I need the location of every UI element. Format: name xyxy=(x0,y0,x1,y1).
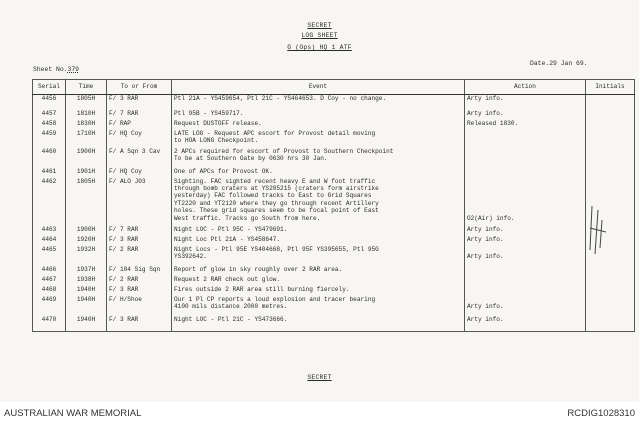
to-from-cell: F/ 7 RAR xyxy=(107,226,172,236)
event-cell: Report of glow in sky roughly over 2 RAR area. xyxy=(172,266,465,276)
time-cell: 1940H xyxy=(66,316,107,332)
col-to-from: To or From xyxy=(107,80,172,95)
action-cell xyxy=(465,286,586,296)
unit-line: G (Ops) HQ 1 ATF xyxy=(287,44,352,51)
action-cell: Arty info. xyxy=(465,110,586,120)
action-cell: Arty info. xyxy=(465,226,586,236)
table-row xyxy=(33,178,635,226)
serial-cell: 4465 xyxy=(33,246,66,266)
archive-reference: RCDIG1028310 xyxy=(567,408,635,419)
time-cell: 1932H xyxy=(66,246,107,266)
action-cell: Arty info. xyxy=(465,95,586,110)
initials-cell xyxy=(586,266,635,276)
log-sheet-title: LOG SHEET xyxy=(301,32,338,39)
serial-cell: 4456 xyxy=(33,95,66,110)
to-from-cell: F/ HQ Coy xyxy=(107,168,172,178)
to-from-cell: F/ 3 RAR xyxy=(107,316,172,332)
table-row xyxy=(33,236,635,246)
date-value: 29 Jan 69. xyxy=(549,60,588,67)
action-cell xyxy=(465,168,586,178)
to-from-cell: F/ 3 RAR xyxy=(107,236,172,246)
initials-cell xyxy=(586,130,635,148)
table-row xyxy=(33,168,635,178)
to-from-cell: F/ H/Shoe xyxy=(107,296,172,316)
table-row xyxy=(33,110,635,120)
serial-cell: 4470 xyxy=(33,316,66,332)
time-cell: 1830H xyxy=(66,120,107,130)
table-row xyxy=(33,246,635,266)
time-cell: 1805H xyxy=(66,95,107,110)
to-from-cell: F/ HQ Coy xyxy=(107,130,172,148)
event-cell: LATE LOG - Request APC escort for Provost detail moving to HOA LONG Checkpoint. xyxy=(172,130,465,148)
serial-cell: 4469 xyxy=(33,296,66,316)
time-cell: 1940H xyxy=(66,286,107,296)
event-cell: Night LOC - Ptl 95C - YS479691. xyxy=(172,226,465,236)
serial-cell: 4461 xyxy=(33,168,66,178)
date-label: Date. xyxy=(530,60,550,67)
classification-bottom: SECRET xyxy=(307,374,332,381)
table-row xyxy=(33,316,635,332)
serial-cell: 4468 xyxy=(33,286,66,296)
initials-cell xyxy=(586,110,635,120)
time-cell: 1937H xyxy=(66,266,107,276)
classification-top: SECRET xyxy=(307,22,332,29)
table-row xyxy=(33,120,635,130)
time-cell: 1900H xyxy=(66,226,107,236)
to-from-cell: F/ 2 RAR xyxy=(107,276,172,286)
col-event: Event xyxy=(172,80,465,95)
action-cell: G2(Air) info. xyxy=(465,178,586,226)
event-cell: Sighting. FAC sighted recent heavy E and W foot traffic through bomb craters at YS205215 (craters form airstrike yesterday) FAC followed tracks to East to Grid Squares YT2220 and YT2120 where they go through recent Artillery holes. These grid squares seem to be focal point of East West traffic. Tracks go South from here. xyxy=(172,178,465,226)
sheet-no-value: 379 xyxy=(67,66,80,73)
table-row xyxy=(33,148,635,168)
initials-cell xyxy=(586,120,635,130)
serial-cell: 4460 xyxy=(33,148,66,168)
initials-cell xyxy=(586,276,635,286)
initials-cell xyxy=(586,168,635,178)
initials-cell xyxy=(586,95,635,110)
action-cell: Arty info. xyxy=(465,236,586,246)
serial-cell: 4467 xyxy=(33,276,66,286)
table-row xyxy=(33,95,635,110)
to-from-cell: F/ ALO J03 xyxy=(107,178,172,226)
action-cell: Arty info. xyxy=(465,246,586,266)
serial-cell: 4458 xyxy=(33,120,66,130)
event-cell: Ptl 95B - YS459717. xyxy=(172,110,465,120)
initials-cell xyxy=(586,316,635,332)
time-cell: 1710H xyxy=(66,130,107,148)
time-cell: 1938H xyxy=(66,276,107,286)
time-cell: 1940H xyxy=(66,296,107,316)
serial-cell: 4457 xyxy=(33,110,66,120)
serial-cell: 4459 xyxy=(33,130,66,148)
action-cell xyxy=(465,130,586,148)
to-from-cell: F/ 2 RAR xyxy=(107,246,172,266)
log-table xyxy=(32,79,635,332)
initials-cell xyxy=(586,286,635,296)
serial-cell: 4464 xyxy=(33,236,66,246)
event-cell: One of APCs for Provost OK. xyxy=(172,168,465,178)
serial-cell: 4463 xyxy=(33,226,66,236)
event-cell: Fires outside 2 RAR area still burning fiercely. xyxy=(172,286,465,296)
to-from-cell: F/ 3 RAR xyxy=(107,286,172,296)
action-cell xyxy=(465,276,586,286)
event-cell: Night Locs - Ptl 95E YS404668, Ptl 95F YS395655, Ptl 95G YS392642. xyxy=(172,246,465,266)
to-from-cell: F/ 104 Sig Sqn xyxy=(107,266,172,276)
event-cell: 2 APCs required for escort of Provost to Southern Checkpoint To be at Southern Gate by 0630 hrs 30 Jan. xyxy=(172,148,465,168)
table-row xyxy=(33,226,635,236)
table-row xyxy=(33,286,635,296)
time-cell: 1920H xyxy=(66,236,107,246)
col-serial: Serial xyxy=(33,80,66,95)
event-cell: Night LOC - Ptl 21C - YS473666. xyxy=(172,316,465,332)
handwritten-mark xyxy=(584,200,614,260)
action-cell: Released 1830. xyxy=(465,120,586,130)
event-cell: Our 1 Pl CP reports a loud explosion and tracer bearing 4100 mils distance 2000 metres. xyxy=(172,296,465,316)
col-time: Time xyxy=(66,80,107,95)
sheet-number xyxy=(33,66,79,73)
action-cell: Arty info. xyxy=(465,316,586,332)
time-cell: 1810H xyxy=(66,110,107,120)
archive-name: AUSTRALIAN WAR MEMORIAL xyxy=(4,408,142,419)
time-cell: 1900H xyxy=(66,148,107,168)
event-cell: Ptl 21A - YS459654, Ptl 21C - YS464653. D Coy - no change. xyxy=(172,95,465,110)
table-row xyxy=(33,296,635,316)
table-row xyxy=(33,130,635,148)
event-cell: Request DUSTOFF release. xyxy=(172,120,465,130)
to-from-cell: F/ 3 RAR xyxy=(107,95,172,110)
action-cell xyxy=(465,266,586,276)
sheet-no-label: Sheet No. xyxy=(33,66,68,73)
event-cell: Request 2 RAR check out glow. xyxy=(172,276,465,286)
to-from-cell: F/ A Sqn 3 Cav xyxy=(107,148,172,168)
serial-cell: 4466 xyxy=(33,266,66,276)
header-row xyxy=(33,80,635,95)
action-cell xyxy=(465,148,586,168)
archive-footer xyxy=(0,404,639,422)
initials-cell xyxy=(586,148,635,168)
initials-cell xyxy=(586,296,635,316)
col-initials: Initials xyxy=(586,80,635,95)
table-row xyxy=(33,276,635,286)
serial-cell: 4462 xyxy=(33,178,66,226)
time-cell: 1805H xyxy=(66,178,107,226)
event-cell: Night Loc Ptl 21A - YS458647. xyxy=(172,236,465,246)
sheet-date xyxy=(530,60,588,67)
action-cell: Arty info. xyxy=(465,296,586,316)
col-action: Action xyxy=(465,80,586,95)
table-row xyxy=(33,266,635,276)
to-from-cell: F/ 7 RAR xyxy=(107,110,172,120)
to-from-cell: F/ RAP xyxy=(107,120,172,130)
time-cell: 1901H xyxy=(66,168,107,178)
